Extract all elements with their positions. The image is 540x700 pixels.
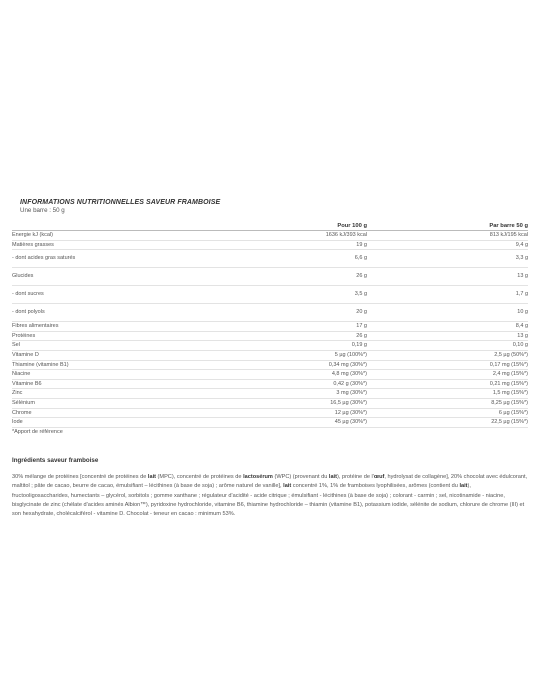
row-per100: 0,19 g xyxy=(272,341,367,351)
allergen-text: œuf xyxy=(373,473,385,480)
row-per100: 3 mg (30%*) xyxy=(272,389,367,399)
row-per100: 19 g xyxy=(272,240,367,250)
row-label: Fibres alimentaires xyxy=(12,322,272,332)
row-per100: 0,34 mg (30%*) xyxy=(272,360,367,370)
row-per100: 20 g xyxy=(272,304,367,322)
row-perbar: 8,4 g xyxy=(367,322,528,332)
row-perbar: 3,3 g xyxy=(367,250,528,268)
nutrition-rows xyxy=(12,231,528,428)
footnote: *Apport de référence xyxy=(12,428,63,435)
row-per100: 3,5 g xyxy=(272,286,367,304)
header-blank xyxy=(12,222,272,231)
ingredient-text: (MPC), concentré de protéines de xyxy=(156,473,244,480)
table-row xyxy=(12,304,528,322)
row-perbar: 6 µg (15%*) xyxy=(367,408,528,418)
row-per100: 6,6 g xyxy=(272,250,367,268)
table-row xyxy=(12,370,528,380)
table-row xyxy=(12,350,528,360)
table-row xyxy=(12,408,528,418)
row-label: Sel xyxy=(12,341,272,351)
ingredient-text: concentré 1%, 1% de framboises lyophilisées, arômes (contient du xyxy=(291,483,460,490)
ingredient-text: (WPC) (provenant du xyxy=(272,473,329,480)
table-row xyxy=(12,341,528,351)
table-row xyxy=(12,322,528,332)
row-label: Vitamine D xyxy=(12,350,272,360)
table-row xyxy=(12,331,528,341)
allergen-text: lait xyxy=(147,473,156,480)
ingredient-text: ), fructooligosaccharides, humectants – glycérol, sorbitols ; gomme xanthane ; régulateur d'acidité - acide citrique ; émulsifiant - lécithines (à base de soja) ; colorant - carmin ; sel, nicotinamide - niacine, bisglycinate de zinc (chélate d'acides aminés Albion™), pyridoxine hydrochloride, vitamine B6, thiamine hydrochloride – thiamin (vitamine B1), potassium iodide, sélénite de sodium, chlorure de chrome (III) et son hexahydrate, cholécalciférol - vitamine D. Chocolat - teneur en cacao : minimum 53%. xyxy=(12,483,525,518)
row-label: Glucides xyxy=(12,268,272,286)
ingredient-text: ), protéine de l' xyxy=(336,473,374,480)
row-perbar: 0,17 mg (15%*) xyxy=(367,360,528,370)
row-perbar: 13 g xyxy=(367,268,528,286)
row-per100: 45 µg (30%*) xyxy=(272,418,367,428)
row-per100: 0,42 g (30%*) xyxy=(272,379,367,389)
row-perbar: 8,25 µg (15%*) xyxy=(367,398,528,408)
row-perbar: 2,5 µg (50%*) xyxy=(367,350,528,360)
row-label: Niacine xyxy=(12,370,272,380)
table-row xyxy=(12,360,528,370)
serving-size: Une barre : 50 g xyxy=(20,207,65,214)
row-per100: 4,8 mg (30%*) xyxy=(272,370,367,380)
table-row xyxy=(12,389,528,399)
row-label: Protéines xyxy=(12,331,272,341)
table-row xyxy=(12,379,528,389)
table-header-row xyxy=(12,222,528,231)
row-per100: 12 µg (30%*) xyxy=(272,408,367,418)
allergen-text: lactosérum xyxy=(243,473,273,480)
row-perbar: 10 g xyxy=(367,304,528,322)
ingredients-title: Ingrédients saveur framboise xyxy=(12,456,99,464)
table-row xyxy=(12,268,528,286)
row-label: - dont sucres xyxy=(12,286,272,304)
row-label: - dont acides gras saturés xyxy=(12,250,272,268)
nutrition-document xyxy=(12,198,528,520)
row-perbar: 22,5 µg (15%*) xyxy=(367,418,528,428)
row-label: - dont polyols xyxy=(12,304,272,322)
row-label: Vitamine B6 xyxy=(12,379,272,389)
table-row xyxy=(12,418,528,428)
ingredient-text: 30% mélange de protéines [concentré de protéines de xyxy=(12,473,148,480)
header-per100: Pour 100 g xyxy=(272,222,367,231)
row-per100: 26 g xyxy=(272,268,367,286)
row-perbar: 1,5 mg (15%*) xyxy=(367,389,528,399)
table-row xyxy=(12,286,528,304)
row-perbar: 2,4 mg (15%*) xyxy=(367,370,528,380)
row-perbar: 1,7 g xyxy=(367,286,528,304)
row-per100: 16,5 µg (30%*) xyxy=(272,398,367,408)
row-perbar: 0,21 mg (15%*) xyxy=(367,379,528,389)
allergen-text: lait xyxy=(283,483,292,490)
table-row xyxy=(12,231,528,241)
nutrition-title: INFORMATIONS NUTRITIONNELLES SAVEUR FRAMBOISE xyxy=(20,199,221,206)
row-label: Sélénium xyxy=(12,398,272,408)
table-row xyxy=(12,250,528,268)
row-perbar: 0,10 g xyxy=(367,341,528,351)
row-per100: 5 µg (100%*) xyxy=(272,350,367,360)
row-perbar: 13 g xyxy=(367,331,528,341)
table-row xyxy=(12,398,528,408)
row-label: Chrome xyxy=(12,408,272,418)
ingredient-text: , hydrolysat de collagène], 20% chocolat avec édulcorant, maltitol ; pâte de cacao, beurre de cacao, émulsifiant – lécithines (à base de soja) ; arôme naturel de vanille], xyxy=(12,473,528,490)
allergen-text: lait xyxy=(459,483,468,490)
row-label: Zinc xyxy=(12,389,272,399)
ingredients-text xyxy=(12,473,528,520)
row-label: Thiamine (vitamine B1) xyxy=(12,360,272,370)
row-perbar: 9,4 g xyxy=(367,240,528,250)
row-per100: 17 g xyxy=(272,322,367,332)
row-per100: 26 g xyxy=(272,331,367,341)
nutrition-table xyxy=(12,222,528,428)
row-label: Energie kJ (kcal) xyxy=(12,231,272,241)
table-row xyxy=(12,240,528,250)
row-label: Matières grasses xyxy=(12,240,272,250)
header-perbar: Par barre 50 g xyxy=(367,222,528,231)
allergen-text: lait xyxy=(328,473,337,480)
row-per100: 1636 kJ/393 kcal xyxy=(272,231,367,241)
row-label: Iode xyxy=(12,418,272,428)
row-perbar: 813 kJ/195 kcal xyxy=(367,231,528,241)
